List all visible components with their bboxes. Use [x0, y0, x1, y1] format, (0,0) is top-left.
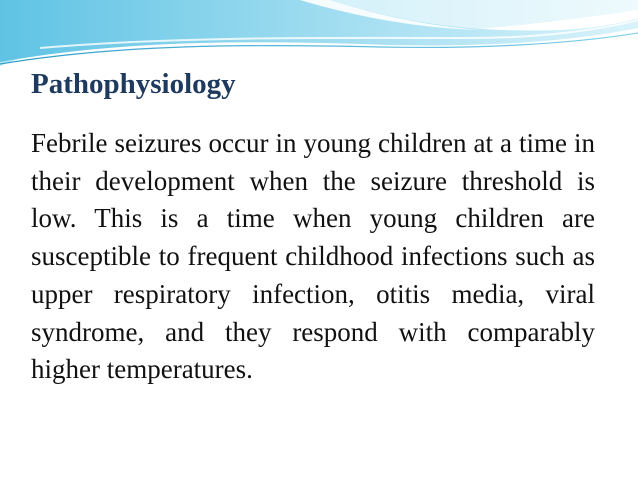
slide-body-text: Febrile seizures occur in young children at a time in their development when the seizure threshold is low. This is a time when young children are susceptible to frequent childhood infections such as upper respiratory infection, otitis media, viral syndrome, and they respond with comparably higher temperatures.: [31, 128, 595, 385]
slide-title: Pathophysiology: [31, 68, 236, 100]
